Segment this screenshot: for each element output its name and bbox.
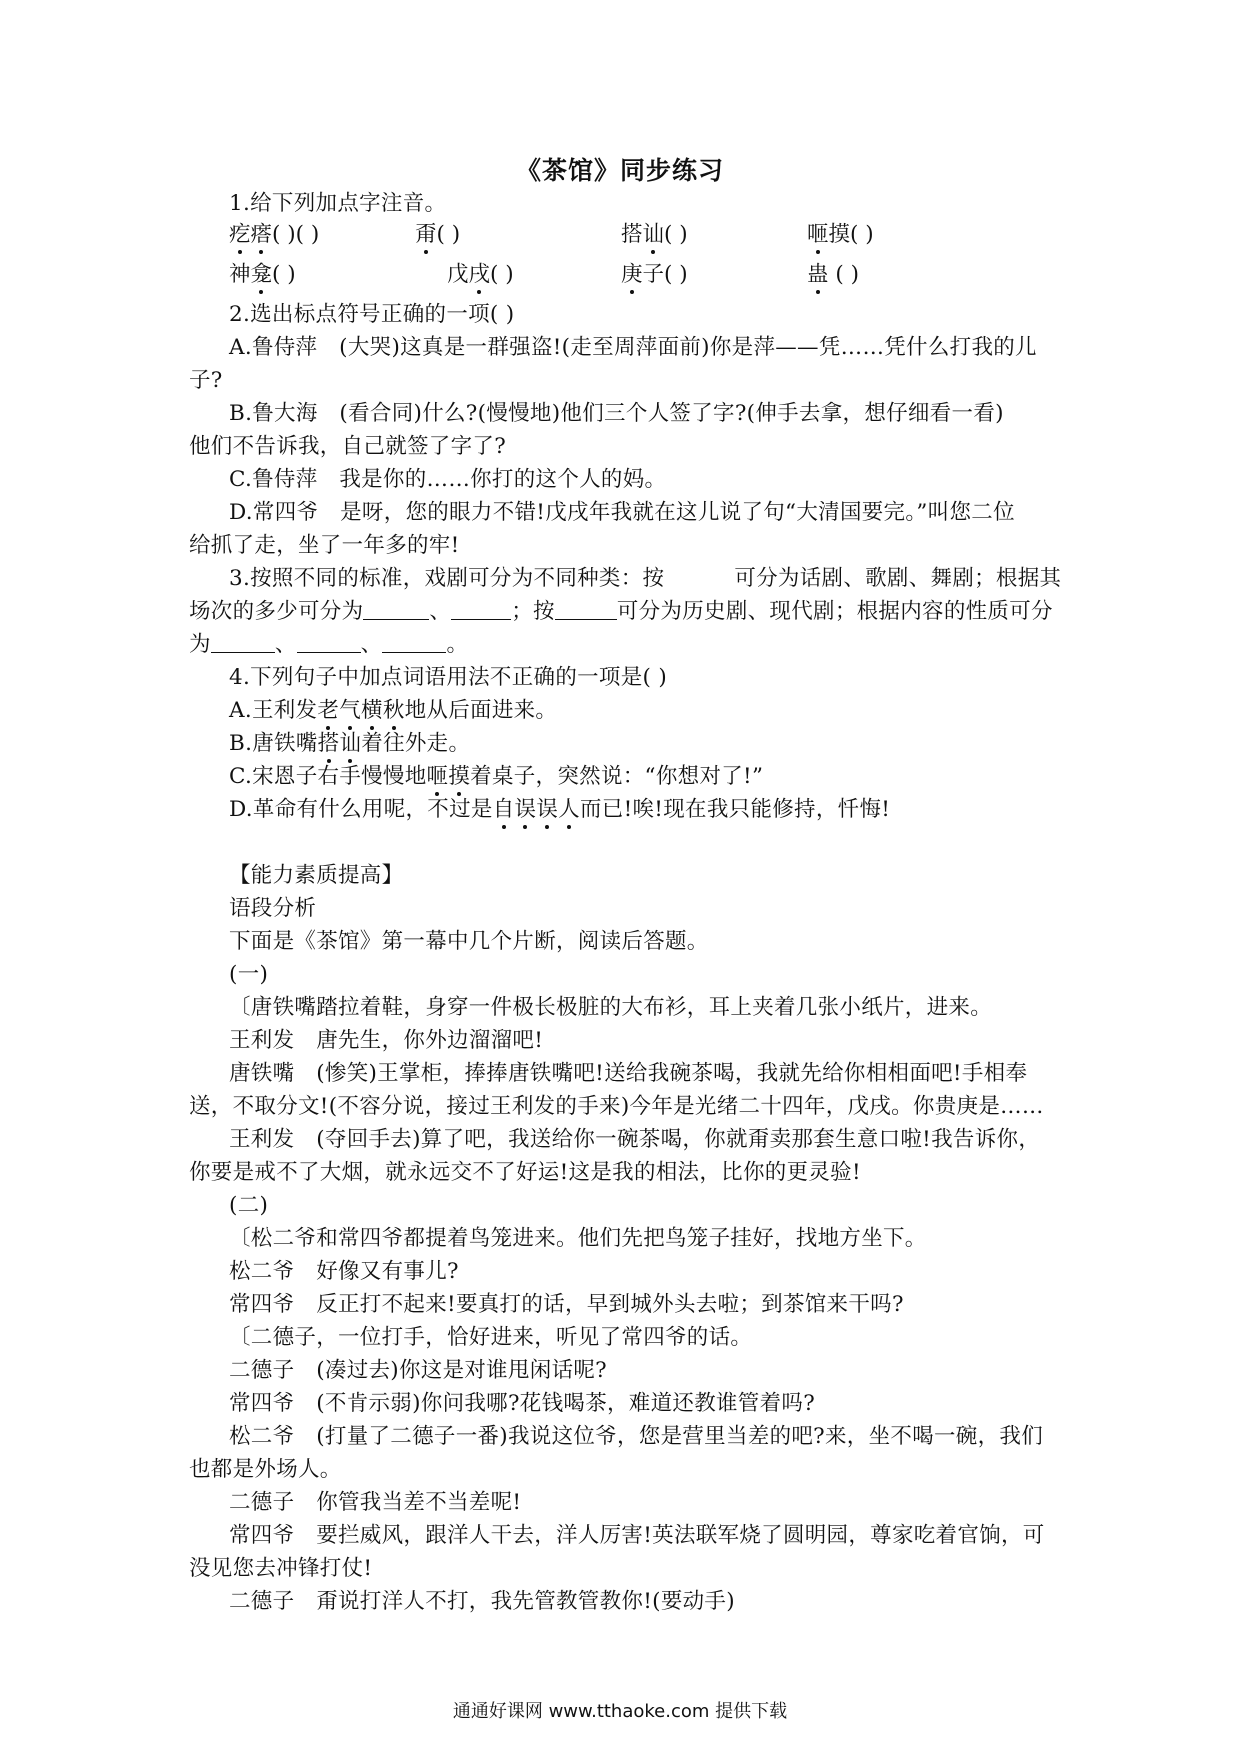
fill-blank[interactable] xyxy=(555,599,617,620)
passage-line: 也都是外场人。 xyxy=(189,1457,342,1482)
dotted-phrase xyxy=(427,764,471,789)
q2-option-d-cont: 给抓了走，坐了一年多的牢! xyxy=(189,533,460,558)
passage-line: 二德子 你管我当差不当差呢! xyxy=(229,1490,522,1515)
dotted-char: 戌 xyxy=(469,257,491,288)
section-heading: 【能力素质提高】 xyxy=(229,863,404,888)
q4-text: 着桌子，突然说：“你想对了!” xyxy=(470,764,764,789)
plain-char: 戊 xyxy=(447,262,469,287)
fill-blank[interactable] xyxy=(363,599,429,620)
passage-line: 王利发 唐先生，你外边溜溜吧! xyxy=(229,1028,544,1053)
q4-text: D.革命有什么用呢，不过是 xyxy=(229,797,493,822)
q3-text: 可分为历史剧、现代剧；根据内容的性质可分 xyxy=(616,599,1053,624)
q3-line-1 xyxy=(229,561,1061,592)
dotted-char: 讪 xyxy=(339,726,361,757)
passage-1-label: (一) xyxy=(229,962,269,987)
dotted-char: 庚 xyxy=(621,257,643,288)
q4-prompt: 4.下列句子中加点词语用法不正确的一项是( ) xyxy=(229,665,668,690)
q2-prompt: 2.选出标点符号正确的一项( ) xyxy=(229,302,515,327)
q1-item xyxy=(229,217,319,248)
dotted-char: 搭 xyxy=(318,726,340,757)
answer-parens: ( ) xyxy=(436,222,461,247)
passage-line: 常四爷 反正打不起来!要真打的话，早到城外头去啦；到茶馆来干吗? xyxy=(229,1292,904,1317)
q1-item xyxy=(807,257,859,288)
dotted-char: 蛊 xyxy=(807,257,829,288)
dotted-char: 疙 xyxy=(229,217,251,248)
dotted-char: 甭 xyxy=(415,217,437,248)
q4-text: 而已!唉!现在我只能修持，忏悔! xyxy=(579,797,891,822)
dotted-char: 摸 xyxy=(448,759,470,790)
q3-text: 、 xyxy=(429,599,452,624)
dotted-char: 人 xyxy=(558,792,580,823)
q3-text: 场次的多少可分为 xyxy=(189,599,364,624)
q1-item xyxy=(229,257,296,288)
q3-line-2 xyxy=(189,594,1053,625)
page-title: 《茶馆》同步练习 xyxy=(515,156,724,185)
q3-text: 可分为话剧、歌剧、舞剧；根据其 xyxy=(734,566,1062,591)
q2-option-b-cont: 他们不告诉我，自己就签了字了? xyxy=(189,434,507,459)
passage-line: 唐铁嘴 (惨笑)王掌柜，捧捧唐铁嘴吧!送给我碗茶喝，我就先给你相相面吧!手相奉 xyxy=(229,1061,1028,1086)
dotted-char: 咂 xyxy=(807,217,829,248)
passage-line: 王利发 (夺回手去)算了吧，我送给你一碗茶喝，你就甭卖那套生意口啦!我告诉你， xyxy=(229,1127,1041,1152)
answer-parens: ( ) xyxy=(828,262,859,287)
dotted-char: 龛 xyxy=(251,257,273,288)
q3-text: 。 xyxy=(446,632,469,657)
q1-item xyxy=(621,217,688,248)
q4-text: 地从后面进来。 xyxy=(404,698,558,723)
dotted-char: 秋 xyxy=(383,693,405,724)
dotted-phrase xyxy=(493,797,580,822)
q4-option-b xyxy=(229,726,470,757)
answer-parens: ( ) xyxy=(664,262,688,287)
passage-line: 送，不取分文!(不容分说，接过王利发的手来)今年是光绪二十四年，戊戌。你贵庚是…… xyxy=(189,1094,1044,1119)
q2-option-a: A.鲁侍萍 (大哭)这真是一群强盗!(走至周萍面前)你是萍——凭……凭什么打我的儿 xyxy=(229,335,1037,360)
passage-line: 你要是戒不了大烟，就永远交不了好运!这是我的相法，比你的更灵验! xyxy=(189,1160,861,1185)
dotted-char: 自 xyxy=(493,792,515,823)
q1-item xyxy=(415,217,460,248)
passage-line: 〔二德子，一位打手，恰好进来，听见了常四爷的话。 xyxy=(229,1325,753,1350)
dotted-char: 误 xyxy=(536,792,558,823)
dotted-phrase xyxy=(317,698,404,723)
fill-blank[interactable] xyxy=(382,632,446,653)
plain-char: 神 xyxy=(229,262,251,287)
q4-option-d xyxy=(229,792,890,823)
q2-option-c: C.鲁侍萍 我是你的……你打的这个人的妈。 xyxy=(229,467,667,492)
q2-option-a-cont: 子? xyxy=(189,368,223,393)
answer-parens: ( )( ) xyxy=(272,222,320,247)
fill-blank[interactable] xyxy=(297,632,361,653)
q4-option-c xyxy=(229,759,763,790)
dotted-char: 瘩 xyxy=(251,217,273,248)
section-intro: 下面是《茶馆》第一幕中几个片断，阅读后答题。 xyxy=(229,929,709,954)
dotted-char: 老 xyxy=(317,693,339,724)
q3-text: ；按 xyxy=(511,599,555,624)
q1-item xyxy=(807,217,874,248)
answer-parens: ( ) xyxy=(490,262,514,287)
plain-char: 搭 xyxy=(621,222,643,247)
q4-option-a xyxy=(229,693,557,724)
dotted-char: 讪 xyxy=(643,217,665,248)
q4-text: 着往外走。 xyxy=(361,731,471,756)
answer-parens: ( ) xyxy=(664,222,688,247)
plain-char: 子 xyxy=(642,262,665,287)
q3-text: 为 xyxy=(189,632,211,657)
q4-text: B.唐铁嘴 xyxy=(229,731,318,756)
page-footer: 通通好课网 www.tthaoke.com 提供下载 xyxy=(452,1701,788,1722)
q3-line-3 xyxy=(189,627,468,658)
passage-line: 二德子 (凑过去)你这是对谁甩闲话呢? xyxy=(229,1358,608,1383)
answer-parens: ( ) xyxy=(272,262,296,287)
q2-option-d: D.常四爷 是呀，您的眼力不错!戊戌年我就在这儿说了句“大清国要完。”叫您二位 xyxy=(229,500,1015,525)
dotted-char: 气 xyxy=(339,693,361,724)
passage-line: 松二爷 好像又有事儿? xyxy=(229,1259,459,1284)
q1-item xyxy=(447,257,514,288)
q1-prompt: 1.给下列加点字注音。 xyxy=(229,191,447,216)
passage-line: 没见您去冲锋打仗! xyxy=(189,1556,373,1581)
passage-line: 常四爷 要拦威风，跟洋人干去，洋人厉害!英法联军烧了圆明园，尊家吃着官饷，可 xyxy=(229,1523,1045,1548)
passage-line: 〔松二爷和常四爷都提着鸟笼进来。他们先把鸟笼子挂好，找地方坐下。 xyxy=(229,1226,927,1251)
passage-line: 〔唐铁嘴踏拉着鞋，身穿一件极长极脏的大布衫，耳上夹着几张小纸片，进来。 xyxy=(229,995,993,1020)
fill-blank[interactable] xyxy=(451,599,511,620)
passage-line: 二德子 甭说打洋人不打，我先管教管教你!(要动手) xyxy=(229,1589,735,1614)
passage-2-label: (二) xyxy=(229,1193,269,1218)
fill-blank[interactable] xyxy=(211,632,275,653)
answer-parens: ( ) xyxy=(850,222,874,247)
q3-text: 3.按照不同的标准，戏剧可分为不同种类：按 xyxy=(229,566,665,591)
passage-line: 松二爷 (打量了二德子一番)我说这位爷，您是营里当差的吧?来，坐不喝一碗，我们 xyxy=(229,1424,1044,1449)
dotted-char: 咂 xyxy=(427,759,449,790)
dotted-phrase xyxy=(318,731,362,756)
q4-text: A.王利发 xyxy=(229,698,318,723)
section-subheading: 语段分析 xyxy=(229,896,317,921)
passage-line: 常四爷 (不肯示弱)你问我哪?花钱喝茶，难道还教谁管着吗? xyxy=(229,1391,816,1416)
q2-option-b: B.鲁大海 (看合同)什么?(慢慢地)他们三个人签了字?(伸手去拿，想仔细看一看) xyxy=(229,401,1004,426)
dotted-char: 误 xyxy=(515,792,537,823)
q4-text: C.宋恩子右手慢慢地 xyxy=(229,764,427,789)
dotted-char: 横 xyxy=(361,693,383,724)
q3-text: 、 xyxy=(360,632,383,657)
plain-char: 摸 xyxy=(828,222,851,247)
q1-item xyxy=(621,257,688,288)
q3-text: 、 xyxy=(274,632,297,657)
